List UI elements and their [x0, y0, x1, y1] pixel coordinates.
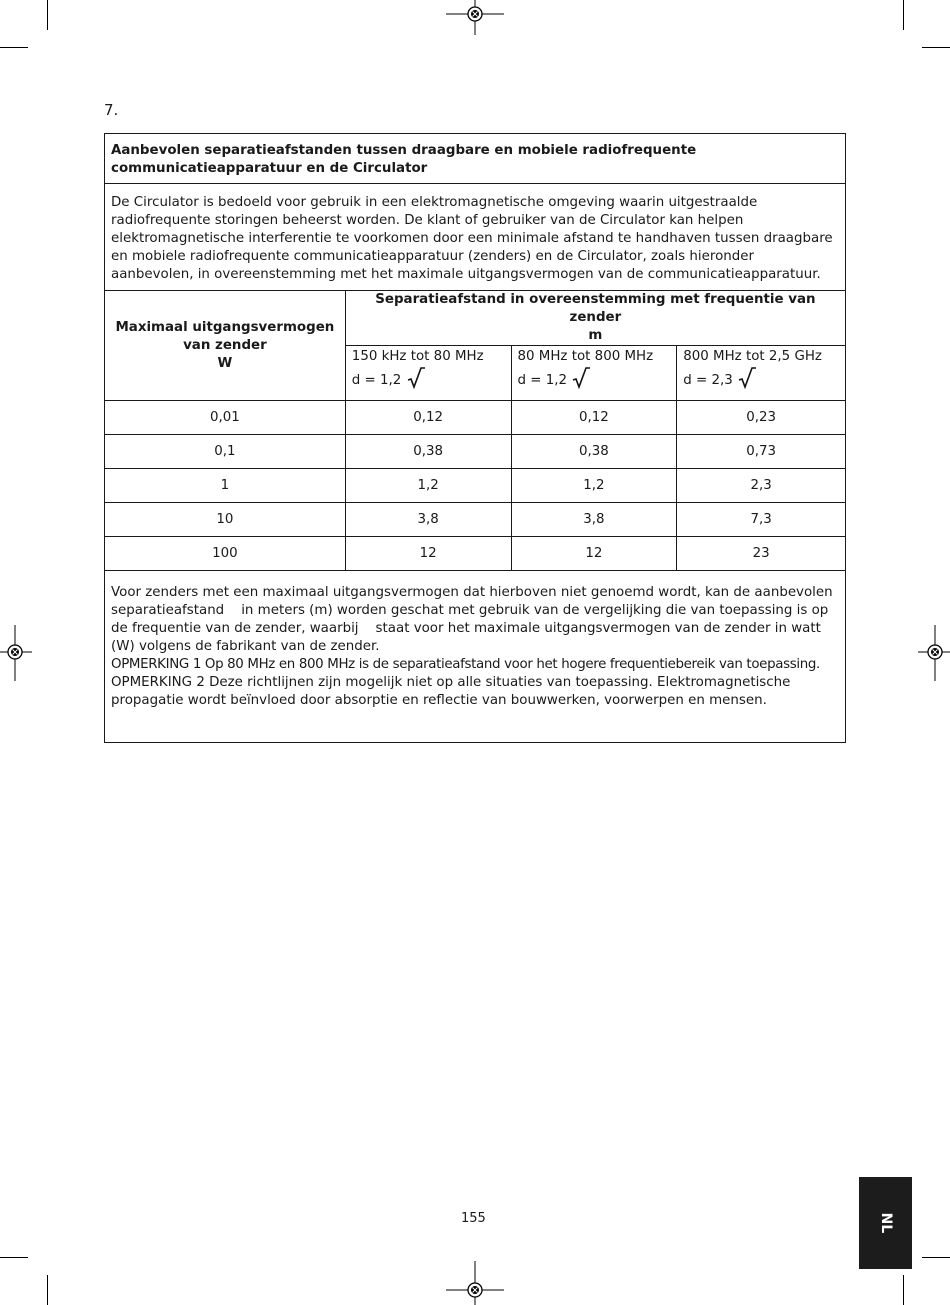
- distance-cell: 0,38: [511, 435, 677, 469]
- square-root-icon: [737, 367, 757, 389]
- note-2: OPMERKING 2 Deze richtlijnen zijn mogelijk niet op alle situaties van toepassing. Elektromagnetische propagatie wordt beïnvloed door absorptie en reflectie van bouwwerken, voorwerpen en mensen.: [111, 675, 791, 708]
- frequency-band-header: [677, 346, 846, 401]
- table-notes: [105, 571, 846, 743]
- crop-mark: [922, 47, 950, 48]
- power-column-header: [105, 291, 346, 401]
- band-range: 80 MHz tot 800 MHz: [517, 349, 654, 364]
- language-tab-label: NL: [877, 1212, 894, 1234]
- distance-cell: 0,23: [677, 401, 846, 435]
- distance-cell: 0,38: [345, 435, 511, 469]
- table-row: [105, 435, 846, 469]
- distance-cell: 3,8: [345, 503, 511, 537]
- distance-cell: 7,3: [677, 503, 846, 537]
- registration-mark-icon: [466, 5, 484, 23]
- band-formula: d = 1,2: [517, 373, 568, 388]
- distance-cell: 1,2: [345, 469, 511, 503]
- note-1: OPMERKING 1 Op 80 MHz en 800 MHz is de separatieafstand voor het hogere frequentiebereik van toepassing.: [111, 657, 820, 672]
- table-intro: De Circulator is bedoeld voor gebruik in een elektromagnetische omgeving waarin uitgestraalde radiofrequente storingen beheerst worden. De klant of gebruiker van de Circulator kan helpen elektromagnetische interferentie te voorkomen door een minimale afstand te handhaven tussen draagbare en mobiele radiofrequente communicatieapparatuur (zenders) en de Circulator, zoals hieronder aanbevolen, in overeenstemming met het maximale uitgangsvermogen van de communicatieapparatuur.: [105, 184, 846, 291]
- band-formula: d = 2,3: [683, 373, 733, 388]
- crop-mark: [922, 1257, 950, 1258]
- frequency-band-header: [511, 346, 677, 401]
- distance-cell: 0,73: [677, 435, 846, 469]
- table-title: Aanbevolen separatieafstanden tussen draagbare en mobiele radiofrequente communicatieapparatuur en de Circulator: [105, 134, 846, 184]
- power-cell: 1: [105, 469, 346, 503]
- band-range: 800 MHz tot 2,5 GHz: [683, 349, 822, 364]
- table-row: [105, 537, 846, 571]
- power-cell: 0,1: [105, 435, 346, 469]
- power-cell: 100: [105, 537, 346, 571]
- distance-cell: 2,3: [677, 469, 846, 503]
- distance-cell: 0,12: [511, 401, 677, 435]
- power-header-unit: W: [217, 355, 233, 371]
- separation-column-header: [345, 291, 845, 346]
- section-number: 7.: [104, 101, 119, 119]
- notes-paragraph: Voor zenders met een maximaal uitgangsvermogen dat hierboven niet genoemd wordt, kan de aanbevolen separatieafstand in meters (m) worden geschat met gebruik van de vergelijking die van toepassing is op de frequentie van de zender, waarbij staat voor het maximale uitgangsvermogen van de zender in watt (W) volgens de fabrikant van de zender.: [111, 585, 837, 654]
- table-row: [105, 469, 846, 503]
- language-tab: [859, 1177, 912, 1269]
- crop-mark: [903, 0, 904, 30]
- square-root-icon: [571, 367, 591, 389]
- table-row: [105, 401, 846, 435]
- crop-mark: [47, 1275, 48, 1305]
- separation-distance-table: [104, 133, 846, 743]
- distance-cell: 12: [511, 537, 677, 571]
- crop-mark: [0, 47, 28, 48]
- registration-mark-icon: [466, 1281, 484, 1299]
- square-root-icon: [406, 367, 426, 389]
- registration-mark-icon: [926, 643, 944, 661]
- crop-mark: [0, 1257, 28, 1258]
- power-cell: 0,01: [105, 401, 346, 435]
- separation-header-label: Separatieafstand in overeenstemming met frequentie van zender: [375, 292, 816, 325]
- crop-mark: [903, 1275, 904, 1305]
- distance-cell: 23: [677, 537, 846, 571]
- distance-cell: 12: [345, 537, 511, 571]
- band-formula: d = 1,2: [351, 373, 402, 388]
- power-cell: 10: [105, 503, 346, 537]
- separation-header-unit: m: [588, 328, 603, 343]
- band-range: 150 kHz tot 80 MHz: [351, 349, 484, 364]
- distance-cell: 3,8: [511, 503, 677, 537]
- power-header-label: Maximaal uitgangsvermogen van zender: [115, 319, 335, 353]
- distance-cell: 0,12: [345, 401, 511, 435]
- crop-mark: [47, 0, 48, 30]
- table-row: [105, 503, 846, 537]
- page-number: 155: [461, 1211, 486, 1226]
- registration-mark-icon: [6, 643, 24, 661]
- frequency-band-header: [345, 346, 511, 401]
- distance-cell: 1,2: [511, 469, 677, 503]
